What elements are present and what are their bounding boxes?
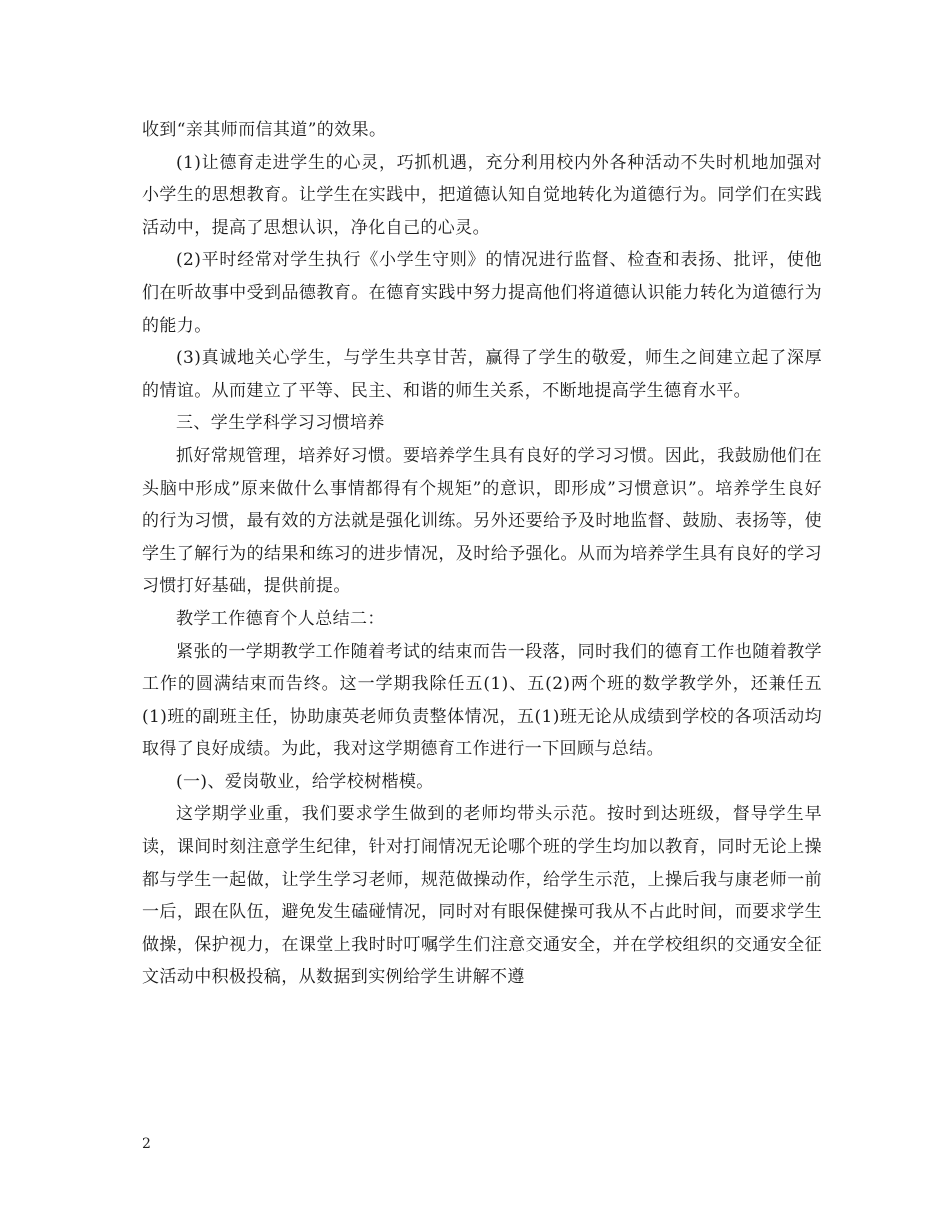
document-body (142, 114, 822, 994)
section-heading-3: 三、学生学科学习习惯培养 (176, 413, 385, 434)
paragraph-4: (3)真诚地关心学生，与学生共享甘苦，赢得了学生的敬爱，师生之间建立起了深厚的情谊。从而建立了平等、民主、和谐的师生关系，不断地提高学生德育水平。 (142, 348, 822, 401)
page-number: 2 (142, 1136, 151, 1152)
paragraph-3: (2)平时经常对学生执行《小学生守则》的情况进行监督、检查和表扬、批评，使他们在听故事中受到品德教育。在德育实践中努力提高他们将道德认识能力转化为道德行为的能力。 (142, 250, 822, 336)
paragraph-1: 收到“亲其师而信其道”的效果。 (142, 120, 387, 140)
subsection-heading-1: (一)、爱岗敬业，给学校树楷模。 (176, 771, 434, 792)
paragraph-2: (1)让德育走进学生的心灵，巧抓机遇，充分利用校内外各种活动不失时机地加强对小学生的思想教育。让学生在实践中，把道德认知自觉地转化为道德行为。同学们在实践活动中，提高了思想认识，净化自己的心灵。 (142, 152, 822, 238)
paragraph-5: 抓好常规管理，培养好习惯。要培养学生具有良好的学习习惯。因此，我鼓励他们在头脑中形成”原来做什么事情都得有个规矩”的意识，即形成”习惯意识”。培养学生良好的行为习惯，最有效的方法就是强化训练。另外还要给予及时地监督、鼓励、表扬等，使学生了解行为的结果和练习的进步情况，及时给予强化。从而为培养学生具有良好的学习习惯打好基础，提供前提。 (142, 445, 822, 597)
summary-two-heading: 教学工作德育个人总结二： (176, 608, 385, 629)
paragraph-7: 这学期学业重，我们要求学生做到的老师均带头示范。按时到达班级，督导学生早读，课间时刻注意学生纪律，针对打闹情况无论哪个班的学生均加以教育，同时无论上操都与学生一起做，让学生学习老师，规范做操动作，给学生示范，上操后我与康老师一前一后，跟在队伍，避免发生磕碰情况，同时对有眼保健操可我从不占此时间，而要求学生做操，保护视力，在课堂上我时时叮嘱学生们注意交通安全，并在学校组织的交通安全征文活动中积极投稿，从数据到实例给学生讲解不遵 (142, 804, 822, 988)
paragraph-6: 紧张的一学期教学工作随着考试的结束而告一段落，同时我们的德育工作也随着教学工作的圆满结束而告终。这一学期我除任五(1)、五(2)两个班的数学教学外，还兼任五(1)班的副班主任，协助康英老师负责整体情况，五(1)班无论从成绩到学校的各项活动均取得了良好成绩。为此，我对这学期德育工作进行一下回顾与总结。 (142, 641, 822, 760)
